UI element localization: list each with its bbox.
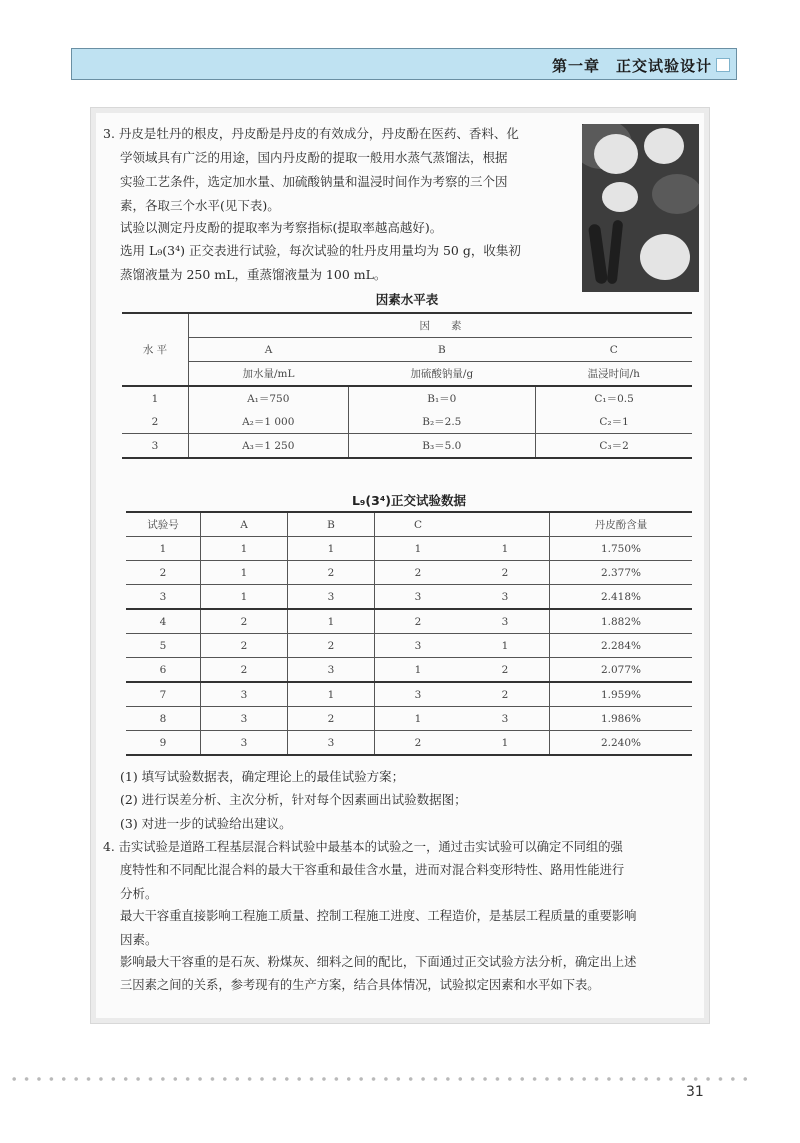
table-cell: 3 <box>201 731 288 756</box>
table-cell: 3 <box>288 585 375 610</box>
factor-name: 加水量/mL <box>189 362 349 387</box>
table-cell: 3 <box>461 707 550 731</box>
problem3-line: 蒸馏液量为 250 mL，重蒸馏液量为 100 mL。 <box>120 267 387 282</box>
level-value-c: C₁＝0.5 <box>594 393 634 405</box>
problem4-line: 因素。 <box>120 932 158 947</box>
table-row <box>126 658 692 683</box>
level-value-a: A₂＝1 000 <box>189 410 349 434</box>
level-cell: 1 <box>122 386 189 410</box>
table-cell: 1 <box>288 682 375 707</box>
table-cell: 3 <box>375 682 462 707</box>
table-cell: 1 <box>461 537 550 561</box>
table-row <box>126 682 692 707</box>
table-cell: 2.377% <box>550 561 693 585</box>
col-header-c: C <box>375 512 462 537</box>
problem4-line: 4. 击实试验是道路工程基层混合料试验中最基本的试验之一，通过击实试验可以确定不同组的强 <box>103 840 623 854</box>
level-value-b: B₃＝5.0 <box>348 434 536 459</box>
factor-label: B <box>348 338 536 362</box>
table-cell: 1 <box>201 537 288 561</box>
table-row <box>126 609 692 634</box>
table-cell: 2 <box>461 682 550 707</box>
problem3-line: 素，各取三个水平(见下表)。 <box>120 198 280 213</box>
table-cell: 1.959% <box>550 682 693 707</box>
table-cell: 1 <box>201 585 288 610</box>
table-cell: 2 <box>288 707 375 731</box>
factor-table-title: 因素水平表 <box>375 292 439 307</box>
chapter-header-bar <box>71 48 737 80</box>
question-line: (2) 进行误差分析、主次分析，针对每个因素画出试验数据图； <box>120 792 467 807</box>
table-row <box>126 634 692 658</box>
table-cell: 1.882% <box>550 609 693 634</box>
problem3-line: 实验工艺条件，选定加水量、加硫酸钠量和温浸时间作为考察的三个因 <box>120 174 508 189</box>
table-cell: 2 <box>375 609 462 634</box>
level-cell: 3 <box>122 434 189 459</box>
table-cell: 2 <box>288 634 375 658</box>
question-line: (1) 填写试验数据表，确定理论上的最佳试验方案； <box>120 769 405 784</box>
problem4-line: 影响最大干容重的是石灰、粉煤灰、细料之间的配比，下面通过正交试验方法分析，确定出上述 <box>120 955 637 969</box>
col-header-content: 丹皮酚含量 <box>550 512 693 537</box>
problem4-line: 最大干容重直接影响工程施工质量、控制工程施工进度、工程造价，是基层工程质量的重要影响 <box>120 909 637 923</box>
table-cell: 3 <box>126 585 201 610</box>
table-cell: 5 <box>126 634 201 658</box>
header-square-marker <box>716 58 730 72</box>
table-cell: 2.418% <box>550 585 693 610</box>
level-value-b: B₁＝0 <box>348 386 536 410</box>
level-cell: 2 <box>122 410 189 434</box>
col-header-run: 试验号 <box>126 512 201 537</box>
table-cell: 1.750% <box>550 537 693 561</box>
problem4-line: 分析。 <box>120 886 158 901</box>
table-cell: 2 <box>288 561 375 585</box>
table-cell: 2 <box>375 561 462 585</box>
table-cell: 2 <box>461 561 550 585</box>
problem3-line: 选用 L₉(3⁴) 正交表进行试验，每次试验的牡丹皮用量均为 50 g，收集初 <box>120 243 521 258</box>
col-header-blank <box>461 512 550 537</box>
table-cell: 1 <box>375 658 462 683</box>
factor-label: A <box>189 338 349 362</box>
table-cell: 2.077% <box>550 658 693 683</box>
table-cell: 7 <box>126 682 201 707</box>
table-cell: 2 <box>201 609 288 634</box>
factor-row <box>122 410 692 434</box>
table-cell: 1.986% <box>550 707 693 731</box>
question-line: (3) 对进一步的试验给出建议。 <box>120 816 292 831</box>
col-header-b: B <box>288 512 375 537</box>
factor-header: 因 素 <box>189 313 693 338</box>
problem3-line: 学领域具有广泛的用途，国内丹皮酚的提取一般用水蒸气蒸馏法，根据 <box>120 150 508 165</box>
table-row <box>126 585 692 610</box>
table-cell: 3 <box>461 585 550 610</box>
table-cell: 1 <box>461 731 550 756</box>
footer-dotted-rule <box>8 1076 748 1082</box>
table-cell: 1 <box>126 537 201 561</box>
table-cell: 6 <box>126 658 201 683</box>
table-cell: 4 <box>126 609 201 634</box>
table-cell: 1 <box>288 537 375 561</box>
problem3-line: 试验以测定丹皮酚的提取率为考察指标(提取率越高越好)。 <box>120 220 443 235</box>
table-cell: 1 <box>461 634 550 658</box>
table-cell: 8 <box>126 707 201 731</box>
table-cell: 2.240% <box>550 731 693 756</box>
table-cell: 2.284% <box>550 634 693 658</box>
problem4-line: 三因素之间的关系，参考现有的生产方案，结合具体情况，试验拟定因素和水平如下表。 <box>120 978 600 992</box>
table-cell: 2 <box>375 731 462 756</box>
table-cell: 2 <box>201 658 288 683</box>
level-value-a: A₃＝1 250 <box>189 434 349 459</box>
table-cell: 3 <box>375 585 462 610</box>
table-cell: 3 <box>461 609 550 634</box>
orthogonal-data-table <box>126 511 692 756</box>
table-cell: 1 <box>288 609 375 634</box>
table-cell: 2 <box>126 561 201 585</box>
table-row <box>126 707 692 731</box>
level-value-c: C₂＝1 <box>536 410 692 434</box>
factor-level-table <box>122 312 692 459</box>
factor-name: 加硫酸钠量/g <box>348 362 536 387</box>
level-value-c: C₃＝2 <box>599 440 629 452</box>
data-table-title: L₉(3⁴)正交试验数据 <box>351 493 467 508</box>
level-value-b: B₂＝2.5 <box>348 410 536 434</box>
factor-row <box>122 434 692 459</box>
table-cell: 2 <box>201 634 288 658</box>
table-row <box>126 537 692 561</box>
table-cell: 1 <box>201 561 288 585</box>
table-cell: 1 <box>375 707 462 731</box>
problem3-line: 3. 丹皮是牡丹的根皮，丹皮酚是丹皮的有效成分，丹皮酚在医药、香料、化 <box>103 126 519 141</box>
page-number: 31 <box>686 1084 704 1100</box>
table-cell: 9 <box>126 731 201 756</box>
level-value-a: A₁＝750 <box>189 386 349 410</box>
table-cell: 3 <box>288 731 375 756</box>
problem4-line: 度特性和不同配比混合料的最大干容重和最佳含水量，进而对混合料变形特性、路用性能进行 <box>120 863 625 877</box>
table-cell: 1 <box>375 537 462 561</box>
table-cell: 3 <box>375 634 462 658</box>
table-cell: 3 <box>201 707 288 731</box>
chapter-title: 第一章 正交试验设计 <box>551 57 712 75</box>
peony-photo <box>582 124 699 292</box>
factor-label: C <box>536 338 692 362</box>
factor-row <box>122 386 692 410</box>
table-cell: 3 <box>201 682 288 707</box>
table-row <box>126 731 692 756</box>
table-cell: 2 <box>461 658 550 683</box>
table-cell: 3 <box>288 658 375 683</box>
level-header: 水 平 <box>122 313 189 386</box>
table-row <box>126 561 692 585</box>
col-header-a: A <box>201 512 288 537</box>
factor-name: 温浸时间/h <box>536 362 692 387</box>
